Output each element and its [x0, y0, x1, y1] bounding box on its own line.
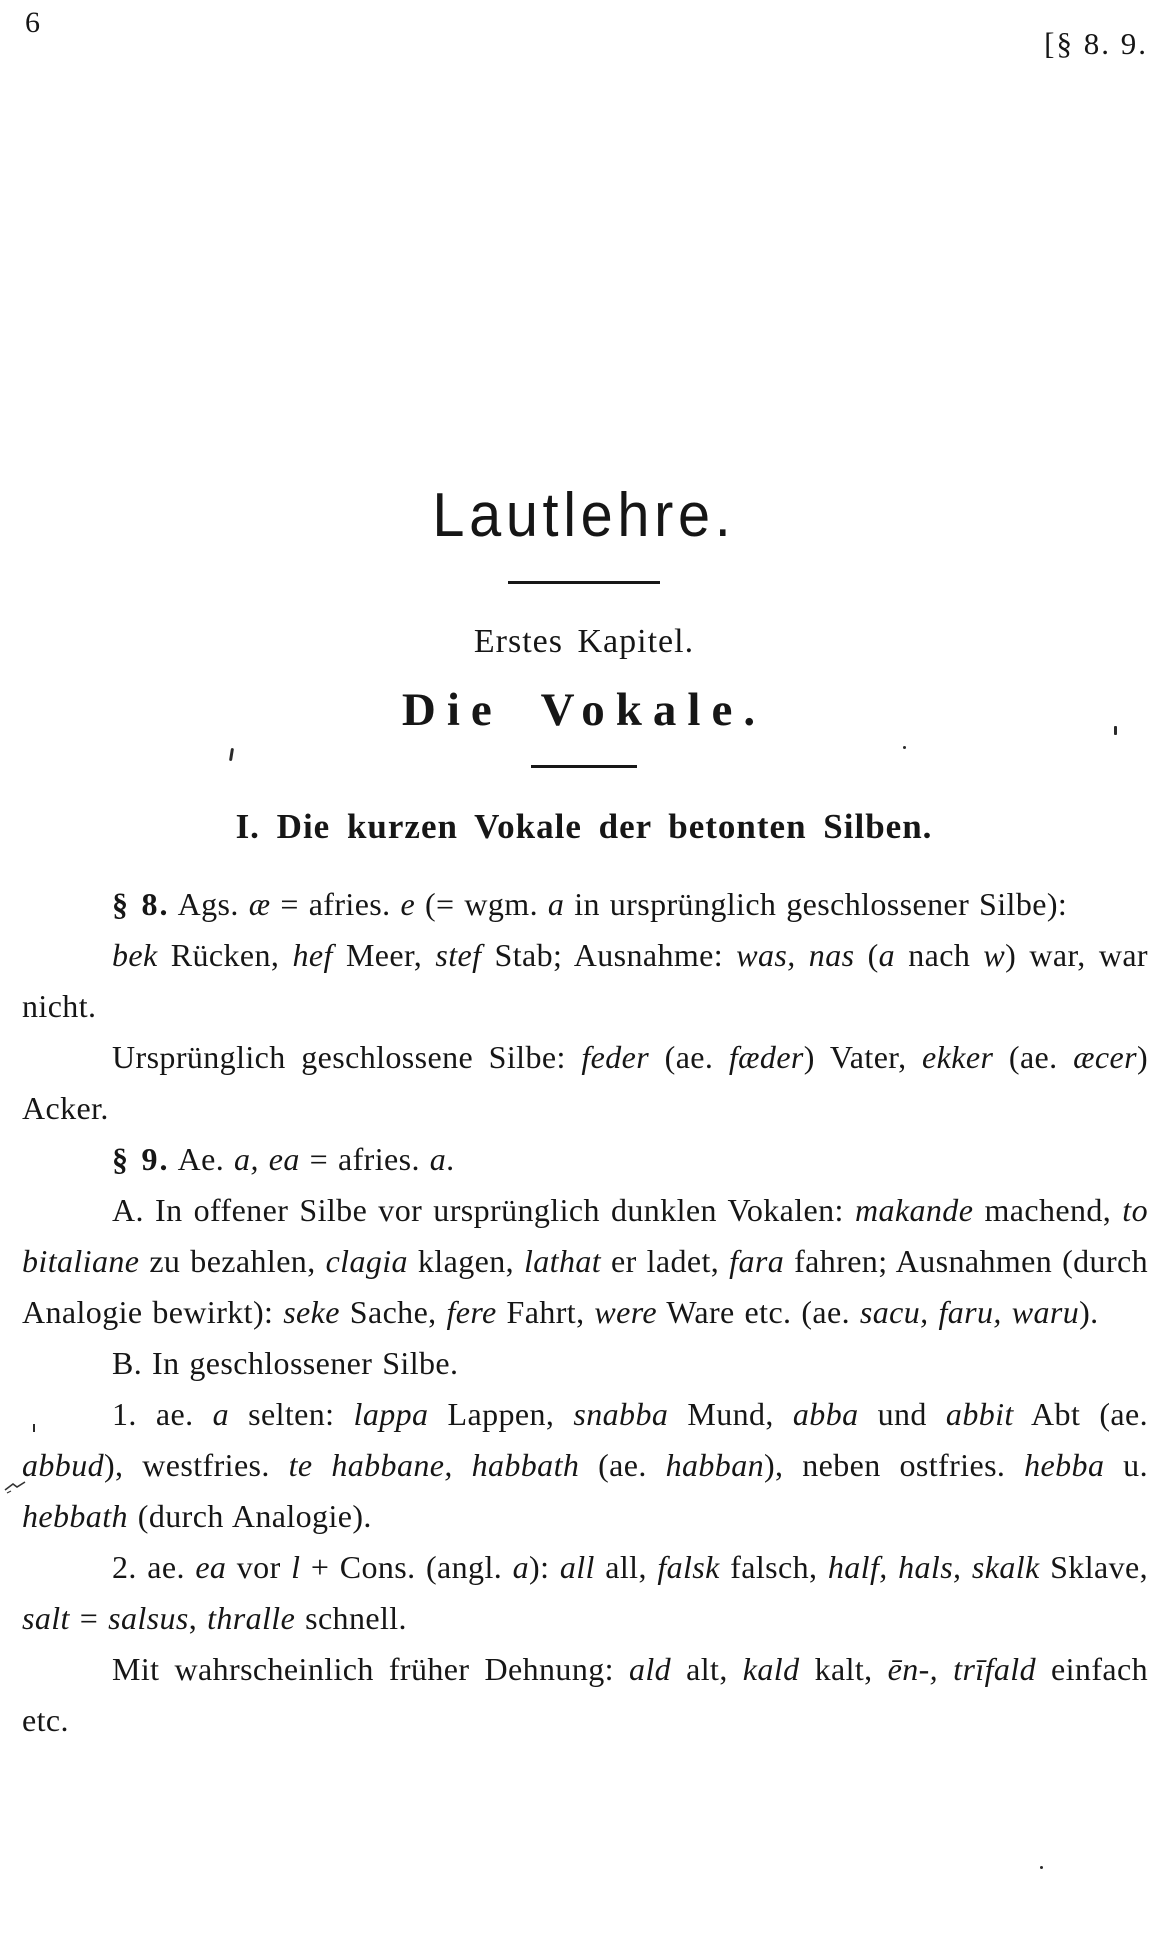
paragraph: Mit wahrscheinlich früher Dehnung: ald alt, kald kalt, ēn-, trīfald einfach etc. [22, 1651, 1148, 1738]
title-divider-rule [508, 581, 660, 584]
paragraph: 2. ae. ea vor l + Cons. (angl. a): all all, falsk falsch, half, hals, skalk Sklave, salt = salsus, thralle schnell. [22, 1549, 1149, 1636]
scan-artifact [1040, 1866, 1043, 1869]
paragraph: B. In geschlossener Silbe. [112, 1345, 459, 1381]
book-title: Lautlehre. [432, 481, 736, 550]
scan-artifact [903, 746, 906, 749]
book-title-row [0, 481, 1168, 550]
scan-artifact [1114, 726, 1117, 735]
scan-artifact [33, 1424, 35, 1432]
body-text [0, 879, 1168, 1746]
scan-artifact [3, 1478, 43, 1496]
running-head-section-ref: [§ 8. 9. [1044, 26, 1148, 61]
front-matter [0, 481, 1168, 1746]
paragraph: Ursprünglich geschlossene Silbe: feder (ae. fæder) Vater, ekker (ae. æcer) Acker. [22, 1039, 1148, 1126]
chapter-title: Die Vokale. [401, 684, 767, 736]
paragraph: § 8. Ags. æ = afries. e (= wgm. a in ursprünglich geschlossener Silbe): [112, 886, 1068, 922]
paragraph: A. In offener Silbe vor ursprünglich dunklen Vokalen: makande machend, to bitaliane zu bezahlen, clagia klagen, lathat er ladet, fara fahren; Ausnahmen (durch Analogie bewirkt): seke Sache, fere Fahrt, were Ware etc. (ae. sacu, faru, waru). [22, 1192, 1149, 1330]
paragraph: § 9. Ae. a, ea = afries. a. [112, 1141, 455, 1177]
chapter-divider-rule [531, 765, 637, 768]
chapter-label: Erstes Kapitel. [473, 623, 695, 660]
page-number: 6 [25, 6, 40, 39]
section-heading: I. Die kurzen Vokale der betonten Silben. [235, 807, 933, 846]
paragraph: 1. ae. a selten: lappa Lappen, snabba Mund, abba und abbit Abt (ae. abbud), westfries. te habbane, habbath (ae. habban), neben ostfries. hebba u. hebbath (durch Analogie). [22, 1396, 1148, 1534]
paragraph: bek Rücken, hef Meer, stef Stab; Ausnahme: was, nas (a nach w) war, war nicht. [22, 937, 1148, 1024]
